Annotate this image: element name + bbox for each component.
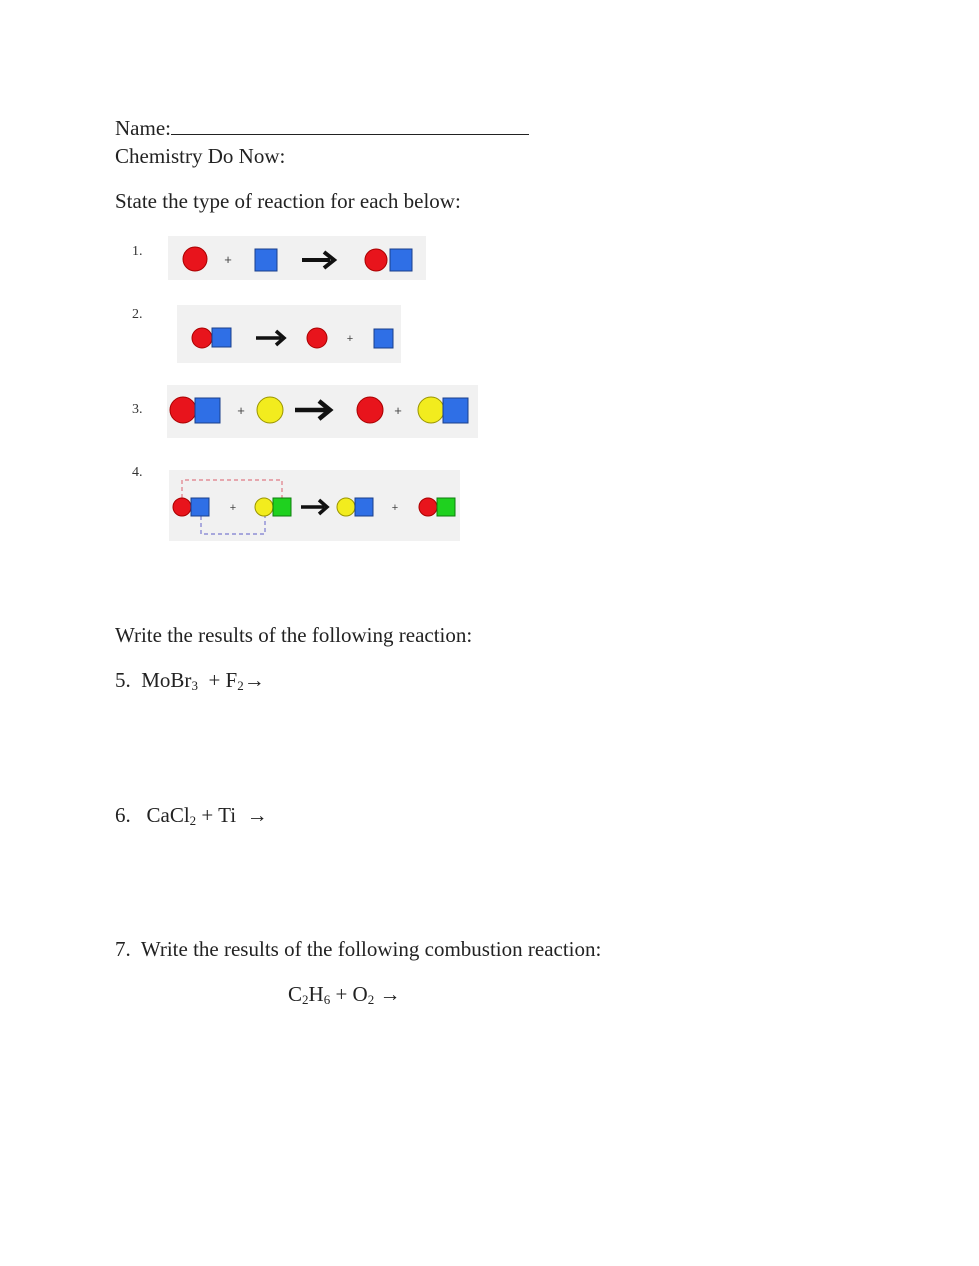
reaction-arrow	[302, 252, 334, 268]
q6-number: 6.	[115, 803, 131, 827]
swap-bracket-top	[182, 480, 282, 498]
diagram-4-number: 4.	[132, 465, 143, 480]
blue-atom	[374, 329, 393, 348]
plus-sign: +	[229, 502, 237, 514]
plus-sign: +	[394, 403, 402, 418]
eq-arrow: →	[379, 982, 401, 1006]
blue-atom	[443, 398, 468, 423]
red-atom	[192, 328, 212, 348]
q5-number: 5.	[115, 668, 131, 692]
diagram-1-number: 1.	[132, 244, 143, 259]
reaction-arrow	[301, 500, 327, 514]
q5-reactant-1: MoBr	[141, 668, 192, 692]
blue-atom	[255, 249, 277, 271]
red-atom	[419, 498, 437, 516]
plus-sign: +	[346, 333, 354, 345]
red-atom	[307, 328, 327, 348]
question-6	[115, 803, 268, 828]
eq-oxygen-sub: 2	[367, 992, 375, 1007]
name-label: Name:	[115, 116, 171, 140]
blue-atom	[191, 498, 209, 516]
red-atom	[357, 397, 383, 423]
plus-sign: +	[237, 403, 245, 418]
yellow-atom	[418, 397, 444, 423]
green-atom	[437, 498, 455, 516]
q5-reactant-2: + F	[208, 668, 238, 692]
yellow-atom	[337, 498, 355, 516]
diagram-2-number: 2.	[132, 307, 143, 322]
plus-sign: +	[391, 502, 399, 514]
red-atom	[183, 247, 207, 271]
blue-atom	[195, 398, 220, 423]
question-7	[115, 937, 601, 962]
section1-instruction: State the type of reaction for each below:	[115, 189, 461, 213]
eq-carbon-sub: 2	[302, 992, 309, 1007]
eq-oxygen: + O	[335, 982, 368, 1006]
section2-instruction: Write the results of the following reaction:	[115, 623, 473, 647]
blue-atom	[390, 249, 412, 271]
eq-carbon: C	[288, 982, 303, 1006]
reaction-arrow	[256, 331, 284, 345]
swap-bracket-bottom	[201, 516, 265, 534]
diagram-3-number: 3.	[132, 402, 143, 417]
diagram-2	[177, 305, 401, 363]
q6-reactant-2: + Ti	[201, 803, 237, 827]
yellow-atom	[257, 397, 283, 423]
q5-sub-1: 3	[191, 678, 198, 693]
diagram-1	[168, 236, 426, 280]
eq-hydrogen-sub: 6	[323, 992, 331, 1007]
diagram-4	[169, 470, 460, 541]
q5-arrow: →	[243, 668, 265, 692]
green-atom	[273, 498, 291, 516]
combustion-equation	[288, 982, 400, 1007]
yellow-atom	[255, 498, 273, 516]
question-5	[115, 668, 265, 693]
red-atom	[173, 498, 191, 516]
q5-sub-2: 2	[237, 678, 244, 693]
reaction-arrow	[295, 401, 330, 419]
name-blank[interactable]	[171, 115, 529, 135]
q6-arrow: →	[246, 803, 268, 827]
name-field-line	[115, 115, 529, 141]
red-atom	[365, 249, 387, 271]
plus-sign: +	[224, 252, 232, 267]
q6-sub-1: 2	[189, 813, 197, 828]
q7-instruction: Write the results of the following combustion reaction:	[140, 937, 602, 961]
q7-number: 7.	[115, 937, 131, 961]
diagram-3	[167, 385, 478, 438]
eq-hydrogen: H	[308, 982, 324, 1006]
red-atom	[170, 397, 196, 423]
page-subtitle: Chemistry Do Now:	[115, 144, 286, 168]
blue-atom	[212, 328, 231, 347]
q6-reactant-1: CaCl	[146, 803, 190, 827]
blue-atom	[355, 498, 373, 516]
